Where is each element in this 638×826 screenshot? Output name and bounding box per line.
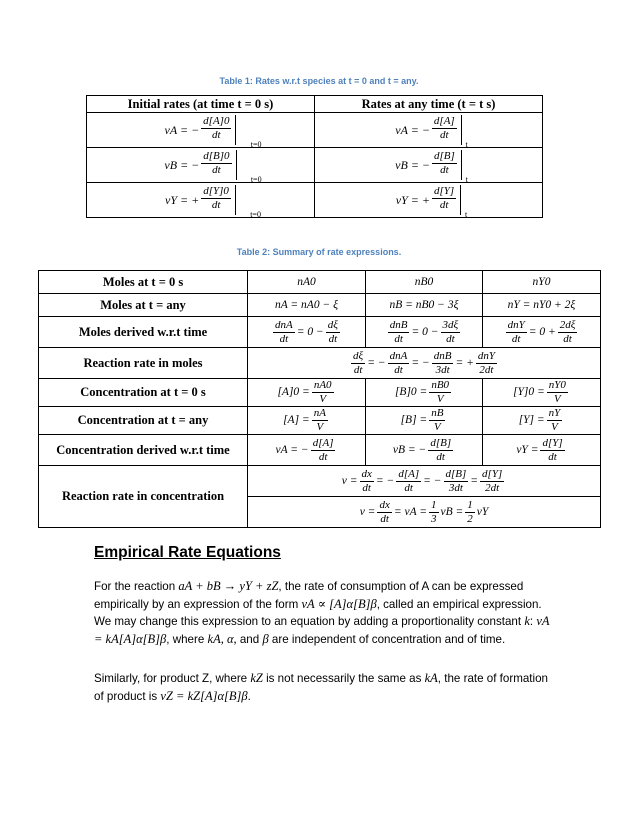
operator: vY (476, 505, 489, 518)
table-cell: nY = nY0 + 2ξ (483, 294, 601, 317)
table-row (39, 379, 601, 407)
numerator: 1 (467, 498, 473, 511)
fraction (273, 319, 295, 346)
numerator: d[A] (433, 115, 455, 127)
numerator: dnB (433, 349, 452, 362)
numerator: d[B]0 (203, 150, 230, 162)
equation-lhs: [A] = (283, 414, 310, 427)
evaluation-point: t=0 (250, 140, 262, 149)
evaluation-point: t (464, 210, 468, 219)
table-row (39, 348, 601, 379)
numerator: dx (361, 467, 372, 480)
table-row (87, 113, 543, 148)
header-rates-any-time: Rates at any time (t = t s) (315, 96, 543, 113)
text: are independent of concentration and of time. (268, 632, 506, 646)
row-label: Moles derived w.r.t time (39, 317, 248, 348)
fraction (429, 407, 445, 434)
numerator: d[Y] (542, 436, 563, 449)
denominator: 2dt (479, 363, 494, 376)
numerator: d[Y]0 (203, 185, 229, 197)
equation-lhs: v = (341, 474, 358, 487)
table-cell (315, 183, 543, 218)
operator: = + (455, 356, 474, 369)
denominator: 3dt (448, 481, 463, 494)
table-row (39, 466, 601, 497)
table-cell (315, 113, 543, 148)
table-cell (248, 317, 366, 348)
fraction (540, 437, 564, 464)
table-header-row (87, 96, 543, 113)
table-cell: nA0 (248, 271, 366, 294)
numerator: nA (313, 407, 326, 419)
table2-caption: Table 2: Summary of rate expressions. (236, 247, 402, 257)
denominator: 2 (467, 512, 473, 525)
operator: vB = (440, 505, 464, 518)
fraction (444, 468, 469, 495)
denominator: V (553, 393, 561, 405)
denominator: 3dt (435, 363, 450, 376)
table-cell (366, 407, 483, 435)
text: Similarly, for product Z, where (94, 672, 251, 685)
numerator: dnA (275, 318, 293, 331)
numerator: nA0 (313, 379, 332, 391)
equation-lhs: vB = − (164, 157, 200, 172)
fraction (432, 350, 454, 377)
denominator: dt (362, 481, 371, 494)
text: and (236, 632, 263, 646)
numerator: dnA (389, 349, 408, 362)
fraction (312, 407, 328, 434)
proportionality-expression: vA ∝ [A]α[B]β (301, 596, 377, 611)
numerator: d[A]0 (203, 115, 230, 127)
text: . (247, 689, 251, 703)
text: is not necessarily the same as (262, 672, 425, 685)
fraction (388, 350, 410, 377)
numerator: 1 (431, 498, 437, 511)
rates-table (86, 95, 543, 218)
fraction (311, 437, 336, 464)
table-cell (366, 435, 483, 466)
denominator: dt (440, 164, 449, 176)
table-cell (483, 407, 601, 435)
reaction-equation: aA + bB → yY + zZ (178, 579, 279, 593)
denominator: dt (279, 332, 289, 345)
numerator: dξ (352, 349, 364, 362)
table-cell (87, 148, 315, 183)
numerator: dξ (327, 318, 338, 331)
operator: = 0 − (411, 325, 439, 338)
operator: = 0 + (528, 325, 556, 338)
numerator: dx (379, 498, 390, 511)
section-heading: Empirical Rate Equations (94, 544, 281, 561)
text: , where (166, 632, 208, 646)
row-label: Moles at t = 0 s (39, 271, 248, 294)
equation-lhs: vY = (516, 443, 539, 456)
denominator: 2dt (485, 481, 500, 494)
fraction (326, 319, 340, 346)
denominator: dt (404, 481, 413, 494)
table-cell (366, 379, 483, 407)
row-label: Moles at t = any (39, 294, 248, 317)
equation-lhs: vA = − (395, 122, 430, 137)
fraction (547, 379, 568, 406)
operator: = − (367, 356, 386, 369)
denominator: dt (511, 332, 521, 345)
row-label: Concentration derived w.r.t time (39, 435, 248, 466)
equation-lhs: [B] = (400, 414, 428, 427)
denominator: V (433, 421, 441, 433)
fraction (377, 499, 391, 526)
numerator: d[A] (398, 467, 420, 480)
fraction (432, 185, 456, 212)
header-initial-rates: Initial rates (at time t = 0 s) (87, 96, 315, 113)
numerator: d[B] (445, 467, 467, 480)
table-cell (248, 407, 366, 435)
fraction (351, 350, 365, 377)
numerator: d[A] (312, 436, 334, 449)
operator: = − (375, 474, 395, 487)
evaluation-bar (199, 115, 262, 149)
equation-lhs: vB = − (395, 157, 431, 172)
numerator: d[B] (430, 436, 452, 449)
fraction (388, 319, 410, 346)
fraction (396, 468, 421, 495)
operator: = − (411, 356, 430, 369)
text: , the rate of consumption of A can be expressed empirically by an expression of the form (94, 580, 524, 611)
fraction (432, 150, 457, 177)
fraction (429, 379, 451, 406)
table-cell: nB0 (366, 271, 483, 294)
numerator: dnY (507, 318, 525, 331)
fraction (441, 319, 461, 346)
fraction (428, 437, 453, 464)
fraction (201, 150, 231, 177)
denominator: dt (353, 363, 363, 376)
equation-lhs: [B]0 = (394, 386, 428, 399)
row-label: Concentration at t = any (39, 407, 248, 435)
evaluation-point: t (465, 175, 468, 184)
evaluation-bar (199, 150, 262, 184)
denominator: dt (440, 129, 449, 141)
evaluation-point: t=0 (250, 210, 261, 219)
denominator: dt (394, 363, 403, 376)
denominator: V (319, 393, 327, 405)
table-cell (483, 379, 601, 407)
table-cell: nY0 (483, 271, 601, 294)
denominator: dt (328, 332, 338, 345)
evaluation-bar (199, 185, 261, 219)
fraction (558, 319, 578, 346)
operator: = 0 − (296, 325, 324, 338)
denominator: dt (439, 199, 449, 211)
text: : (529, 615, 537, 628)
text: , the rate of formation of product is (94, 672, 548, 703)
table-row (39, 407, 601, 435)
parameter-symbols: kA, α, (207, 631, 237, 646)
numerator: nB0 (431, 379, 450, 391)
table-cell (87, 113, 315, 148)
table-cell (315, 148, 543, 183)
table-cell (483, 317, 601, 348)
table-row (39, 435, 601, 466)
fraction (201, 185, 231, 212)
fraction (547, 407, 563, 434)
evaluation-bar (430, 150, 468, 184)
evaluation-bar (430, 115, 468, 149)
table-cell (248, 435, 366, 466)
table1-caption: Table 1: Rates w.r.t species at t = 0 and t = any. (219, 76, 419, 86)
denominator: dt (380, 512, 389, 525)
equation-lhs: vA = − (275, 443, 309, 456)
fraction (360, 468, 374, 495)
denominator: V (436, 393, 444, 405)
fraction (429, 499, 439, 526)
table-cell (366, 317, 483, 348)
denominator: 3 (431, 512, 437, 525)
evaluation-point: t=0 (250, 175, 262, 184)
table-cell (248, 466, 601, 497)
denominator: dt (212, 164, 221, 176)
evaluation-point: t (465, 140, 468, 149)
numerator: dnB (389, 318, 408, 331)
numerator: nB (431, 407, 444, 419)
fraction (480, 468, 504, 495)
table-row (87, 183, 543, 218)
summary-table (38, 270, 601, 528)
table-row (87, 148, 543, 183)
table-row (39, 271, 601, 294)
numerator: dnY (477, 349, 496, 362)
denominator: V (551, 421, 558, 433)
text: , called an empirical expression. We may change this expression to an equation by adding a proportionality constant (94, 597, 542, 628)
rate-equation: vZ = kZ[A]α[B]β (160, 688, 248, 703)
equation-lhs: vY = + (395, 192, 430, 207)
beta-symbol: β (262, 631, 269, 646)
table-cell (248, 497, 601, 528)
fraction (506, 319, 527, 346)
fraction (432, 115, 457, 142)
constant-symbol: kA (424, 671, 438, 685)
table-cell: nB = nB0 − 3ξ (366, 294, 483, 317)
row-label: Reaction rate in moles (39, 348, 248, 379)
denominator: dt (318, 450, 328, 463)
table-row (39, 294, 601, 317)
table-cell (248, 379, 366, 407)
numerator: 2dξ (559, 318, 576, 331)
table-cell (483, 435, 601, 466)
paragraph-product-z (94, 670, 554, 705)
numerator: 3dξ (442, 318, 459, 331)
table-cell: nA = nA0 − ξ (248, 294, 366, 317)
constant-symbol: kZ (250, 671, 263, 685)
fraction (312, 379, 334, 406)
denominator: dt (548, 450, 557, 463)
equation-lhs: [Y]0 = (513, 386, 545, 399)
equation-lhs: v = (359, 505, 376, 518)
fraction (476, 350, 497, 377)
text: For the reaction (94, 580, 179, 593)
equation-lhs: [A]0 = (277, 386, 310, 399)
equation-lhs: vA = − (164, 122, 200, 137)
denominator: dt (211, 199, 221, 211)
equation-lhs: vY = + (165, 192, 200, 207)
numerator: d[Y] (434, 185, 455, 197)
evaluation-bar (430, 185, 468, 219)
equation-lhs: [Y] = (518, 414, 545, 427)
rate-equation: vA = kA[A]α[B]β (94, 614, 550, 646)
operator: = vA = (393, 505, 428, 518)
operator: = − (423, 474, 442, 487)
denominator: dt (563, 332, 572, 345)
equation-lhs: vB = − (392, 443, 427, 456)
table-row (39, 317, 601, 348)
table-cell (87, 183, 315, 218)
constant-symbol: k (524, 614, 530, 628)
numerator: nY0 (548, 379, 566, 391)
paragraph-empirical (94, 578, 554, 648)
denominator: dt (446, 332, 455, 345)
table-cell (248, 348, 601, 379)
denominator: dt (436, 450, 445, 463)
numerator: d[Y] (482, 467, 503, 480)
denominator: dt (394, 332, 403, 345)
row-label: Reaction rate in concentration (39, 466, 248, 528)
denominator: V (316, 421, 324, 433)
numerator: nY (548, 407, 561, 419)
row-label: Concentration at t = 0 s (39, 379, 248, 407)
operator: = (470, 474, 479, 487)
numerator: d[B] (434, 150, 455, 162)
denominator: dt (212, 129, 221, 141)
fraction (465, 499, 475, 526)
fraction (201, 115, 231, 142)
